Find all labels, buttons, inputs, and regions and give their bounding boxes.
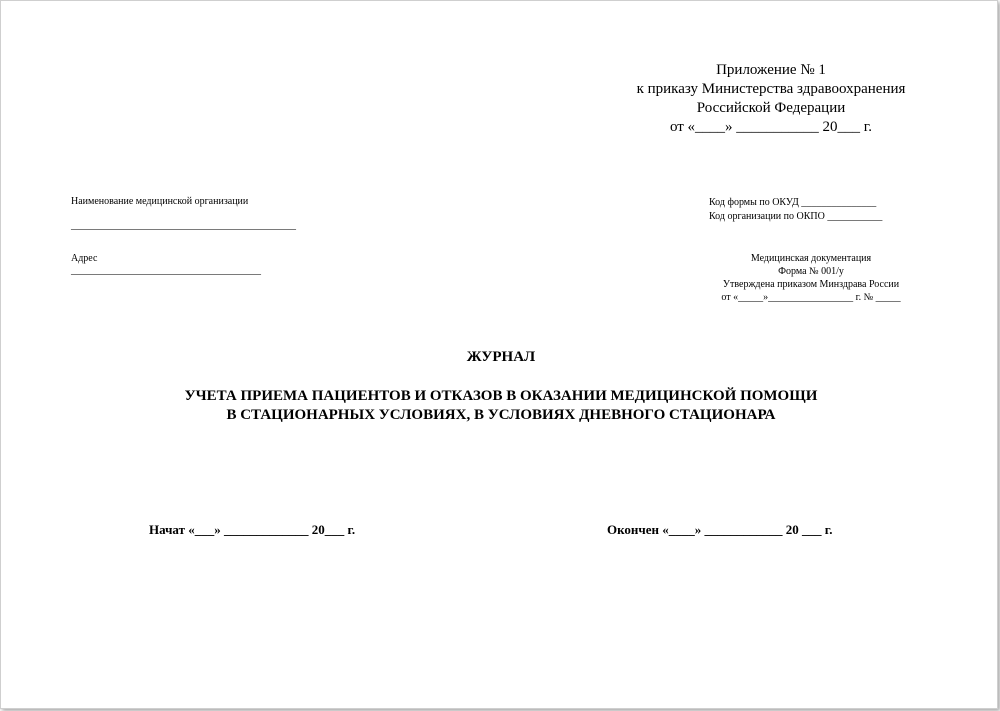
meddoc-form-number: Форма № 001/у	[778, 266, 844, 277]
medical-documentation-block	[691, 252, 931, 304]
address-label: Адрес	[71, 253, 98, 264]
organization-name-line: _____________________________________________	[71, 220, 296, 231]
organization-name-label: Наименование медицинской организации	[71, 196, 249, 207]
okud-code: Код формы по ОКУД _______________	[709, 197, 877, 208]
journal-subtitle-line2: В СТАЦИОНАРНЫХ УСЛОВИЯХ, В УСЛОВИЯХ ДНЕВНОГО СТАЦИОНАРА	[226, 407, 776, 423]
ended-date: Окончен «____» ____________ 20 ___ г.	[607, 522, 833, 537]
meddoc-approved: Утверждена приказом Минздрава России	[722, 279, 900, 290]
appendix-order: к приказу Министерства здравоохранения	[636, 81, 906, 97]
okpo-code: Код организации по ОКПО ___________	[709, 211, 883, 222]
journal-heading: ЖУРНАЛ	[466, 349, 536, 365]
appendix-date: от «____» ___________ 20___ г.	[669, 119, 873, 135]
address-line: ______________________________________	[71, 265, 261, 276]
started-date: Начат «___» _____________ 20___ г.	[149, 522, 356, 537]
meddoc-date: от «_____»_________________ г. № _____	[721, 292, 901, 303]
form-codes	[709, 196, 882, 224]
journal-subtitle-line1: УЧЕТА ПРИЕМА ПАЦИЕНТОВ И ОТКАЗОВ В ОКАЗАНИИ МЕДИЦИНСКОЙ ПОМОЩИ	[184, 388, 818, 404]
appendix-block	[571, 61, 971, 137]
meddoc-title: Медицинская документация	[750, 253, 872, 264]
appendix-number: Приложение № 1	[716, 62, 826, 78]
appendix-country: Российской Федерации	[696, 100, 846, 116]
